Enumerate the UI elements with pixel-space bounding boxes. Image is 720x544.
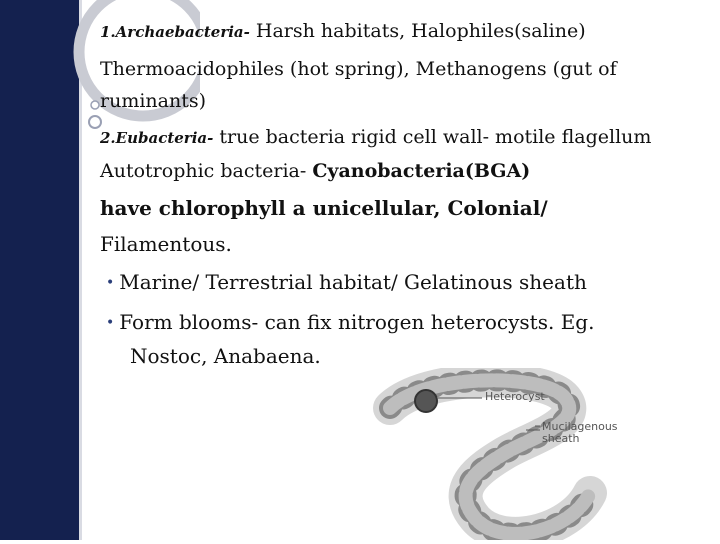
archaebacteria-line [100, 22, 586, 41]
bullet-icon: • [106, 315, 115, 331]
nostoc-filament-figure [330, 368, 720, 540]
sheath-label: sheath [542, 432, 580, 445]
archaebacteria-heading: 1.Archaebacteria- [100, 23, 250, 41]
heterocyst-label: Heterocyst [485, 390, 545, 403]
archaebacteria-text: Harsh habitats, Halophiles(saline) [249, 20, 586, 42]
bullet-item [106, 312, 594, 332]
examples-line: Nostoc, Anabaena. [130, 344, 321, 368]
chlorophyll-line: have chlorophyll a unicellular, Colonial/ [100, 196, 548, 220]
mucilagenous-label: Mucilagenous [542, 420, 618, 433]
autotrophic-line [100, 162, 530, 181]
cyanobacteria-term: Cyanobacteria(BGA) [312, 160, 531, 182]
bullet-icon: • [106, 275, 115, 291]
bullet-text: Form blooms- can fix nitrogen heterocysts. Eg. [119, 310, 595, 334]
eubacteria-text: true bacteria rigid cell wall- motile flagellum [213, 126, 652, 148]
archaebacteria-types-line: Thermoacidophiles (hot spring), Methanogens (gut of [100, 58, 617, 80]
bullet-text: Marine/ Terrestrial habitat/ Gelatinous sheath [119, 270, 587, 294]
bullet-item [106, 272, 587, 292]
autotrophic-prefix: Autotrophic bacteria- [100, 160, 313, 182]
eubacteria-line [100, 128, 651, 147]
eubacteria-heading: 2.Eubacteria- [100, 129, 214, 147]
filamentous-line: Filamentous. [100, 232, 232, 256]
archaebacteria-types-cont: ruminants) [100, 90, 207, 112]
heterocyst-cell [415, 390, 437, 412]
